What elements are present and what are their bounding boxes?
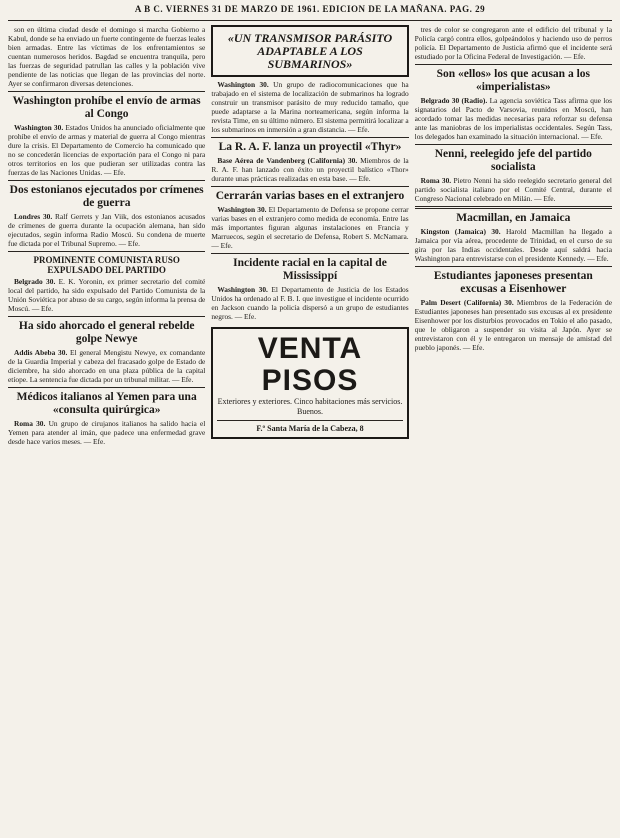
- article-japanese-students: [415, 298, 612, 352]
- ad-address: F.º Santa María de la Cabeza, 8: [256, 424, 364, 433]
- headline-communist-expelled: PROMINENTE COMUNISTA RUSO EXPULSADO DEL PARTIDO: [33, 255, 180, 275]
- article-transmitter: [211, 80, 408, 134]
- divider: [8, 91, 205, 92]
- dateline: Washington 30.: [14, 123, 64, 132]
- dateline: Addis Abeba 30.: [14, 348, 68, 357]
- dateline: Kingston (Jamaica) 30.: [420, 227, 501, 236]
- article-raf-thyr: [211, 156, 408, 183]
- divider: [8, 387, 205, 388]
- headline-macmillan: Macmillan, en Jamaica: [456, 212, 571, 224]
- divider: [211, 253, 408, 254]
- divider: [217, 420, 402, 421]
- dateline: Base Aérea de Vandenberg (California) 30.: [217, 156, 358, 165]
- article-nenni: [415, 176, 612, 203]
- boxed-headline: [211, 25, 408, 77]
- col1-top-text: son en última ciudad desde el domingo si marcha Gobierno a Kabul, donde se ha enviado un fuerte contingente de fuerzas leales bien armadas. Entre las víctimas de los enfrentamientos se cuentan numerosos heridos. Bagdad se encuentra tranquila, pero las fuerzas de seguridad patrullan las calles y la población vive pendiente de las noticias que llegan de las provincias del norte. Ayer se confirmaron diversas detenciones.: [8, 25, 206, 88]
- dateline: Roma 30.: [420, 176, 452, 185]
- article-body: Harold Macmillan ha llegado a Jamaica por vía aérea, procedente de Trinidad, en el curso de su gira por las Indias occidentales. Desde aquí saldrá hacia Washington para entrevistarse con el presidente Kennedy. — Efe.: [414, 227, 612, 263]
- headline-racial-incident: Incidente racial en la capital de Mississippí: [233, 257, 387, 282]
- columns: [8, 25, 612, 837]
- article-body: Estados Unidos ha anunciado oficialmente que prohíbe el envío de armas y material de guerra al Congo mientras dure la crisis. El Departamento de Comercio ha comunicado que no se concederán licencias de exportación para el Congo ni para otros territorios en los que pudieran ser utilizadas contra las fuerzas de las Naciones Unidas. — Efe.: [8, 123, 206, 177]
- col3-top-text: tres de color se congregaron ante el edificio del tribunal y la Policía cargó contra ellos, golpeándolos y haciendo uso de perros policía. El Departamento de Justicia afirmó que el incidente será estudiado por la Oficina Federal de Investigación. — Efe.: [414, 25, 612, 61]
- divider: [415, 144, 612, 145]
- column-3: [415, 25, 612, 837]
- article-italian-doctors: [8, 419, 205, 446]
- divider: [8, 251, 205, 252]
- dateline: Washington 30.: [217, 80, 269, 89]
- article-body: El Departamento de Defensa se propone cerrar varias bases en el extranjero como medida de economía. Entre las más importantes figuran algunas instalaciones en Francia y Marruecos, según el secretario de Defensa, Robert S. McNamara. — Efe.: [211, 205, 409, 250]
- dateline: Roma 30.: [14, 419, 46, 428]
- article-communist-expelled: [8, 277, 205, 313]
- headline-bases-closed: Cerrarán varias bases en el extranjero: [215, 190, 405, 202]
- headline-nenni: Nenni, reelegido jefe del partido socialista: [434, 148, 592, 173]
- divider: [8, 180, 205, 181]
- dateline: Londres 30.: [14, 212, 53, 221]
- page-header: A B C. VIERNES 31 DE MARZO DE 1961. EDICION DE LA MAÑANA. PAG. 29: [8, 4, 612, 21]
- dateline: Palm Desert (California) 30.: [420, 298, 514, 307]
- dateline: Washington 30.: [217, 285, 268, 294]
- article-macmillan: [415, 227, 612, 263]
- article-arms-congo: [8, 123, 205, 177]
- article-general-hanged: [8, 348, 205, 384]
- article-racial-incident: [211, 285, 408, 321]
- divider: [211, 137, 408, 138]
- article-body: Ralf Gerrets y Jan Viik, dos estonianos acusados de crímenes de guerra durante la ocupación alemana, han sido ejecutados, según informa Radio Moscú. Su condena de muerte fue dictada por el Tribunal Supremo. — Efe.: [8, 212, 206, 248]
- article-bases-closed: [211, 205, 408, 250]
- divider: [211, 186, 408, 187]
- headline-raf-thyr: La R. A. F. lanza un proyectil «Thyr»: [218, 141, 402, 153]
- ad-description: Exteriores y exteriores. Cinco habitaciones más servicios. Buenos.: [217, 397, 403, 416]
- article-body: El Departamento de Justicia de los Estados Unidos ha ordenado al F. B. I. que investigue el incidente ocurrido en Jackson cuando la policía dispersó a un grupo de estudiantes negros. — Efe.: [211, 285, 409, 321]
- headline-italian-doctors: Médicos italianos al Yemen para una «consulta quirúrgica»: [16, 391, 197, 416]
- divider: [415, 206, 612, 209]
- article-estonians: [8, 212, 205, 248]
- column-1: [8, 25, 205, 837]
- article-body: Miembros de la Federación de Estudiantes japoneses han presentado sus excusas al ex presidente Eisenhower por los disturbios provocados en Tokio el año pasado, que le obligaron a suspender su visita al Japón. Ayer se entrevistaron con él y le entregaron un mensaje de amistad del pueblo japonés. — Efe.: [414, 298, 612, 352]
- article-body: E. K. Yoronin, ex primer secretario del comité local del partido, ha sido expulsado del Partido Comunista de la Unión Soviética por abuso de su cargo, según informa la prensa de Moscú. — Efe.: [8, 277, 206, 313]
- article-body: La agencia soviética Tass afirma que los signatarios del Pacto de Varsovia, reunidos en Moscú, han acordado tomar las medidas necesarias para reforzar su defensa ante las maniobras de los imperialistas occidentales. Según Tass, los delegados han examinado la situación internacional. — Efe.: [414, 96, 612, 141]
- article-body: El general Mengistu Newye, ex comandante de la Guardia Imperial y cabeza del fracasado golpe de Estado de diciembre, ha sido ahorcado en una plaza pública de la capital etíope. La sentencia fue dictada por un tribunal militar. — Efe.: [8, 348, 206, 384]
- divider: [415, 64, 612, 65]
- headline-general-hanged: Ha sido ahorcado el general rebelde golpe Newye: [18, 320, 195, 345]
- article-body: Miembros de la R. A. F. han lanzado con éxito un proyectil balístico «Thor» durante unas prácticas realizadas en esta base. — Efe.: [211, 156, 409, 183]
- ad-title: VENTA PISOS: [257, 332, 363, 397]
- dateline: Belgrado 30 (Radio).: [420, 96, 488, 105]
- headline-estonians: Dos estonianos ejecutados por crímenes de guerra: [9, 184, 204, 209]
- headline-arms-congo: Washington prohíbe el envío de armas al Congo: [12, 95, 201, 120]
- article-imperialists: [415, 96, 612, 141]
- divider: [415, 266, 612, 267]
- article-body: Un grupo de cirujanos italianos ha salido hacia el Yemen para atender al imán, que padece una enfermedad grave desde hace varios meses. — Efe.: [8, 419, 206, 446]
- dateline: Washington 30.: [217, 205, 267, 214]
- dateline: Belgrado 30.: [14, 277, 56, 286]
- column-2: [211, 25, 408, 837]
- headline-imperialists: Son «ellos» los que acusan a los «imperialistas»: [436, 68, 590, 93]
- classified-ad: [211, 327, 408, 439]
- headline-japanese-students: Estudiantes japoneses presentan excusas a Eisenhower: [433, 270, 593, 295]
- article-body: Pietro Nenni ha sido reelegido secretario general del partido socialista italiano por el Comité Central, durante el Congreso Nacional celebrado en Milán. — Efe.: [414, 176, 612, 203]
- headline-transmitter: «UN TRANSMISOR PARÁSITO ADAPTABLE A LOS SUBMARINOS»: [227, 31, 393, 71]
- divider: [8, 316, 205, 317]
- article-body: Un grupo de radiocomunicaciones que ha trabajado en el sistema de localización de submarinos ha logrado construir un transmisor parásito de muy reducido tamaño, que puede adaptarse a la Marina norteamericana, según informa la revista Time, en su último número. El sistema permitirá localizar a los submarinos en inmersión a gran distancia. — Efe.: [211, 80, 409, 134]
